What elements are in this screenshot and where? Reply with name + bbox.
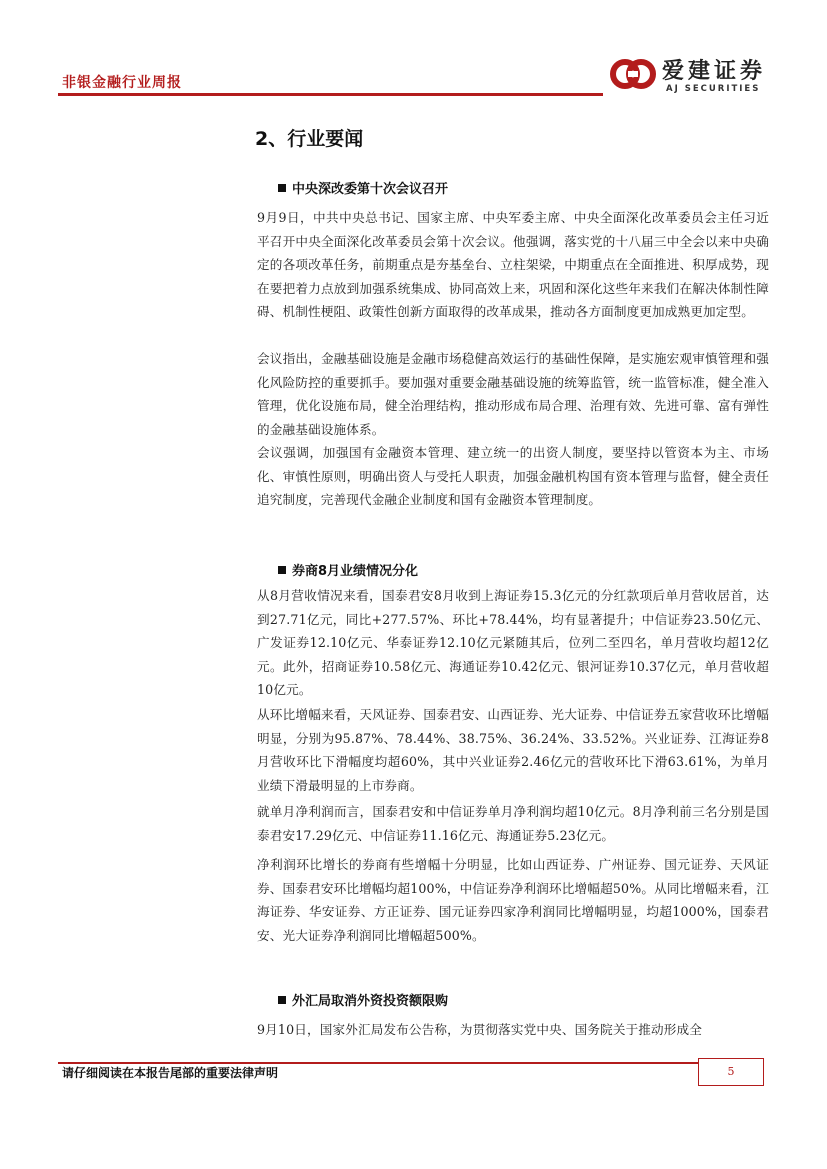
square-bullet-icon: [278, 996, 286, 1004]
news-heading-2: 券商8月业绩情况分化: [278, 560, 418, 579]
page-number: 5: [698, 1058, 764, 1086]
news-2-paragraph-1: 从8月营收情况来看，国泰君安8月收到上海证券15.3亿元的分红款项后单月营收居首，达到27.71亿元，同比+277.57%、环比+78.44%，均有显著提升；中信证券23.50亿元、广发证券12.10亿元、华泰证券12.10亿元紧随其后，位列二至四名，单月营收均超12亿元。此外，招商证券10.58亿元、海通证券10.42亿元、银河证券10.37亿元，单月营收超10亿元。: [257, 588, 769, 697]
news-1-paragraph-2: 会议指出，金融基础设施是金融市场稳健高效运行的基础性保障，是实施宏观审慎管理和强化风险防控的重要抓手。要加强对重要金融基础设施的统筹监管，统一监管标准，健全准入管理，优化设施布局，健全治理结构，推动形成布局合理、治理有效、先进可靠、富有弹性的金融基础设施体系。: [257, 351, 769, 437]
news-heading-1: 中央深改委第十次会议召开: [278, 178, 448, 197]
news-1-paragraph-1: 9月9日，中共中央总书记、国家主席、中央军委主席、中央全面深化改革委员会主任习近平召开中央全面深化改革委员会第十次会议。他强调，落实党的十八届三中全会以来中央确定的各项改革任务，前期重点是夯基垒台、立柱架梁，中期重点在全面推进、积厚成势，现在要把着力点放到加强系统集成、协同高效上来，巩固和深化这些年来我们在解决体制性障碍、机制性梗阻、政策性创新方面取得的改革成果，推动各方面制度更加成熟更加定型。: [257, 210, 769, 319]
square-bullet-icon: [278, 566, 286, 574]
legal-disclaimer-note: 请仔细阅读在本报告尾部的重要法律声明: [62, 1066, 279, 1080]
header-divider: [58, 93, 603, 96]
section-title: 2、行业要闻: [255, 128, 364, 150]
aj-logo-icon: [610, 54, 656, 94]
logo-name-cn: 爱建证券: [662, 58, 767, 84]
company-logo: [610, 52, 770, 100]
report-series-title: 非银金融行业周报: [62, 75, 182, 91]
news-2-paragraph-3: 就单月净利润而言，国泰君安和中信证券单月净利润均超10亿元。8月净利前三名分别是国泰君安17.29亿元、中信证券11.16亿元、海通证券5.23亿元。: [257, 804, 769, 843]
logo-name-en: AJ SECURITIES: [666, 84, 761, 94]
news-1-paragraph-3: 会议强调，加强国有金融资本管理、建立统一的出资人制度，要坚持以管资本为主、市场化、审慎性原则，明确出资人与受托人职责，加强金融机构国有资本管理与监督，健全责任追究制度，完善现代金融企业制度和国有金融资本管理制度。: [257, 445, 769, 507]
news-heading-3: 外汇局取消外资投资额限购: [278, 990, 448, 1009]
square-bullet-icon: [278, 184, 286, 192]
news-2-paragraph-4: 净利润环比增长的券商有些增幅十分明显，比如山西证券、广州证券、国元证券、天风证券、国泰君安环比增幅均超100%，中信证券净利润环比增幅超50%。从同比增幅来看，江海证券、华安证券、方正证券、国元证券四家净利润同比增幅明显，均超1000%，国泰君安、光大证券净利润同比增幅超500%。: [257, 857, 769, 943]
news-2-paragraph-2: 从环比增幅来看，天风证券、国泰君安、山西证券、光大证券、中信证券五家营收环比增幅明显，分别为95.87%、78.44%、38.75%、36.24%、33.52%。兴业证券、江海证券8月营收环比下滑幅度均超60%，其中兴业证券2.46亿元的营收环比下滑63.61%，为单月业绩下滑最明显的上市券商。: [257, 707, 769, 793]
news-3-paragraph-1: 9月10日，国家外汇局发布公告称，为贯彻落实党中央、国务院关于推动形成全: [257, 1022, 703, 1037]
